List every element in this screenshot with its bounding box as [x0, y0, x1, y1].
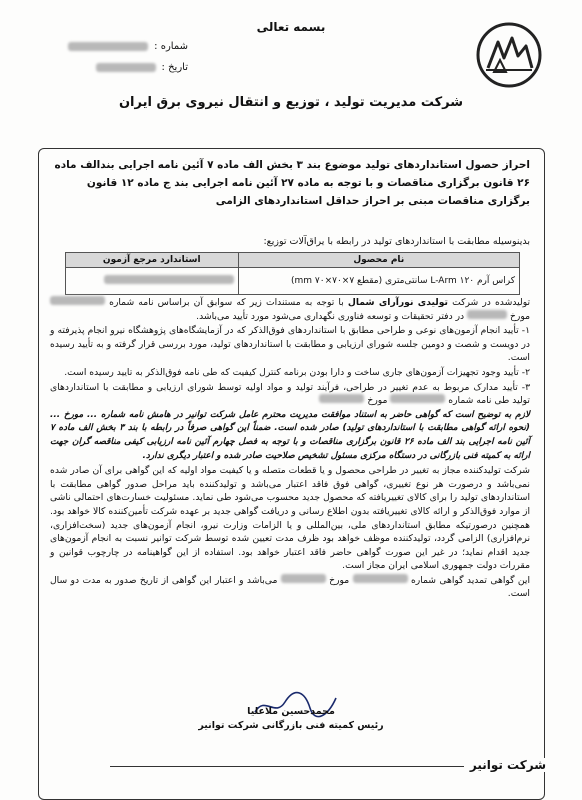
- date-row: [28, 57, 188, 78]
- paragraph-2: ۲- تأیید وجود تجهیزات آزمون‌های جاری ساخت و دارا بودن برنامه کنترل کیفیت که طی نامه فوق‌الذکر به تایید رسیده است.: [64, 366, 530, 378]
- number-label: شماره :: [154, 41, 188, 52]
- manufacturer-name: تولیدی نورآرای شمال: [347, 297, 448, 308]
- letter-date-redacted: [467, 310, 507, 319]
- certificate-body: [50, 296, 530, 602]
- paragraph-4: شرکت تولیدکننده مجاز به تغییر در طراحی محصول و یا قطعات متصله و یا کیفیت مواد اولیه که این گواهی برای آن صادر شده نمی‌باشد و درصورت هر نوع تغییری، گواهی فوق فاقد اعتبار می‌باشد و تولیدکننده باید مراحل صدور گواهی مطابقت با استانداردهای تولید را برای کالای تغییریافته که محصول جدید محسوب می‌شود طی نماید. مسئولیت خسارت‌های احتمالی ناشی از موارد فوق‌الذکر و ارائه کالای تغییریافته بدون اطلاع رسانی و دریافت گواهی جدید بر عهده شرکت تأمین‌کننده کالا خواهد بود. همچنین درصورتیکه مطابق استانداردهای ملی، بین‌المللی و یا الزامات وزارت نیرو، انجام آزمون‌های جدید (سخت‌افزاری، نرم‌افزاری) الزامی گردد، تولیدکننده موظف خواهد بود ظرف مدت تعیین شده توسط شرکت توانیر نسبت به انجام آزمون‌های جدید اقدام نماید؛ در غیر این صورت گواهی حاضر فاقد اعتبار خواهد بود. استفاده از این گواهینامه در چارچوب قوانین و مقررات دولت جمهوری اسلامی ایران مجاز است.: [50, 465, 530, 572]
- p5-part-c: می‌باشد و اعتبار این گواهی از تاریخ صدور به مدت دو سال است.: [50, 574, 530, 600]
- tavanir-logo-icon: [474, 20, 544, 90]
- product-name-cell: کراس آرم L-Arm ۱۲۰ سانتی‌متری (مقطع mm ۷۰×۷۰×۷): [238, 268, 519, 295]
- p5-number-redacted: [353, 574, 408, 583]
- paragraph-0: [50, 296, 530, 323]
- date-label: تاریخ :: [161, 62, 188, 73]
- p3-part-b: مورخ: [367, 395, 388, 407]
- number-row: [28, 36, 188, 57]
- standard-cell: [66, 268, 239, 295]
- p0-part-e: در دفتر تحقیقات و توسعه فناوری نگهداری می‌شود مورد تأیید می‌باشد.: [196, 310, 465, 322]
- p3-date-redacted: [319, 394, 364, 403]
- paragraph-1: ۱- تأیید انجام آزمون‌های نوعی و طراحی مطابق با استانداردهای فوق‌الذکر که در آزمایشگاه‌های پژوهشگاه نیرو انجام پذیرفته و در دویست و شصت و دومین جلسه شورای ارزیابی و مطابقت با استانداردهای تولید، مورد بررسی قرار گرفته و به تأیید رسیده است.: [50, 325, 530, 364]
- p3-part-a: ۳- تأیید مدارک مربوط به عدم تغییر در طراحی، فرآیند تولید و مواد اولیه توسط شورای ارزیابی و مطابقت با استانداردهای تولید طی نامه شماره: [50, 381, 530, 407]
- col-standard-header: استاندارد مرجع آزمون: [66, 253, 239, 268]
- letter-meta: [28, 36, 188, 78]
- number-redacted: [68, 42, 148, 51]
- p0-part-a: تولیدشده در شرکت: [452, 297, 531, 308]
- paragraph-3: [50, 381, 530, 408]
- intro-text: بدینوسیله مطابقت با استانداردهای تولید در رابطه با یراق‌آلات توزیع:: [263, 236, 530, 247]
- p5-part-b: مورخ: [329, 574, 350, 586]
- besmele-heading: بسمه تعالی: [256, 20, 326, 34]
- p3-number-redacted: [390, 394, 445, 403]
- col-product-header: نام محصول: [238, 253, 519, 268]
- table-header-row: [66, 253, 520, 268]
- date-redacted: [96, 63, 156, 72]
- company-name: شرکت مدیریت تولید ، توزیع و انتقال نیروی برق ایران: [118, 95, 464, 110]
- paragraph-5: [50, 574, 530, 601]
- signer-role: رئیس کمیته فنی بازرگانی شرکت توانیر: [198, 720, 384, 731]
- p5-part-a: این گواهی تمدید گواهی شماره: [410, 574, 530, 586]
- italic-note: لازم به توضیح است که گواهی حاضر به استناد موافقت مدیریت محترم عامل شرکت توانیر در هامش نامه شماره ... مورخ ... (نحوه ارائه گواهی مطابقت با استانداردهای تولید) صادر شده است. ضمناً این گواهی صرفاً در رابطه با بند ۳ بخش الف ماده ۷ آئین نامه اجرایی بند الف ماده ۲۶ قانون برگزاری مناقصات و با توجه به فصل چهارم آئین نامه ارزیابی کیفی مناقصه گران جهت ارائه به کمیته فنی بازرگانی در دستگاه مرکزی مسئول تشخیص صلاحیت صادر شده و اعتبار دیگری ندارد.: [50, 409, 530, 461]
- signer-name: محمدحسین ملاعلیا: [247, 706, 335, 717]
- table-row: [66, 268, 520, 295]
- signature-block: [0, 705, 582, 733]
- p5-date-redacted: [281, 574, 326, 583]
- letter-number-redacted: [50, 296, 105, 305]
- p0-part-d: مورخ: [509, 310, 530, 322]
- standard-redacted: [104, 275, 234, 284]
- certificate-title: احراز حصول استانداردهای تولید موضوع بند ۳ بخش الف ماده ۷ آئین نامه اجرایی بندالف ماده ۲۶ قانون برگزاری مناقصات و با توجه به ماده ۲۷ آئین نامه اجرایی بند ج ماده ۱۲ قانون برگزاری مناقصات مبنی بر احراز حداقل استانداردهای الزامی: [54, 159, 530, 207]
- footer-divider: [110, 766, 510, 767]
- product-table: [65, 252, 520, 295]
- p0-part-c: با توجه به مستندات زیر که سوابق آن براساس نامه شماره: [109, 297, 344, 308]
- footer-company: شرکت توانیر: [464, 758, 552, 772]
